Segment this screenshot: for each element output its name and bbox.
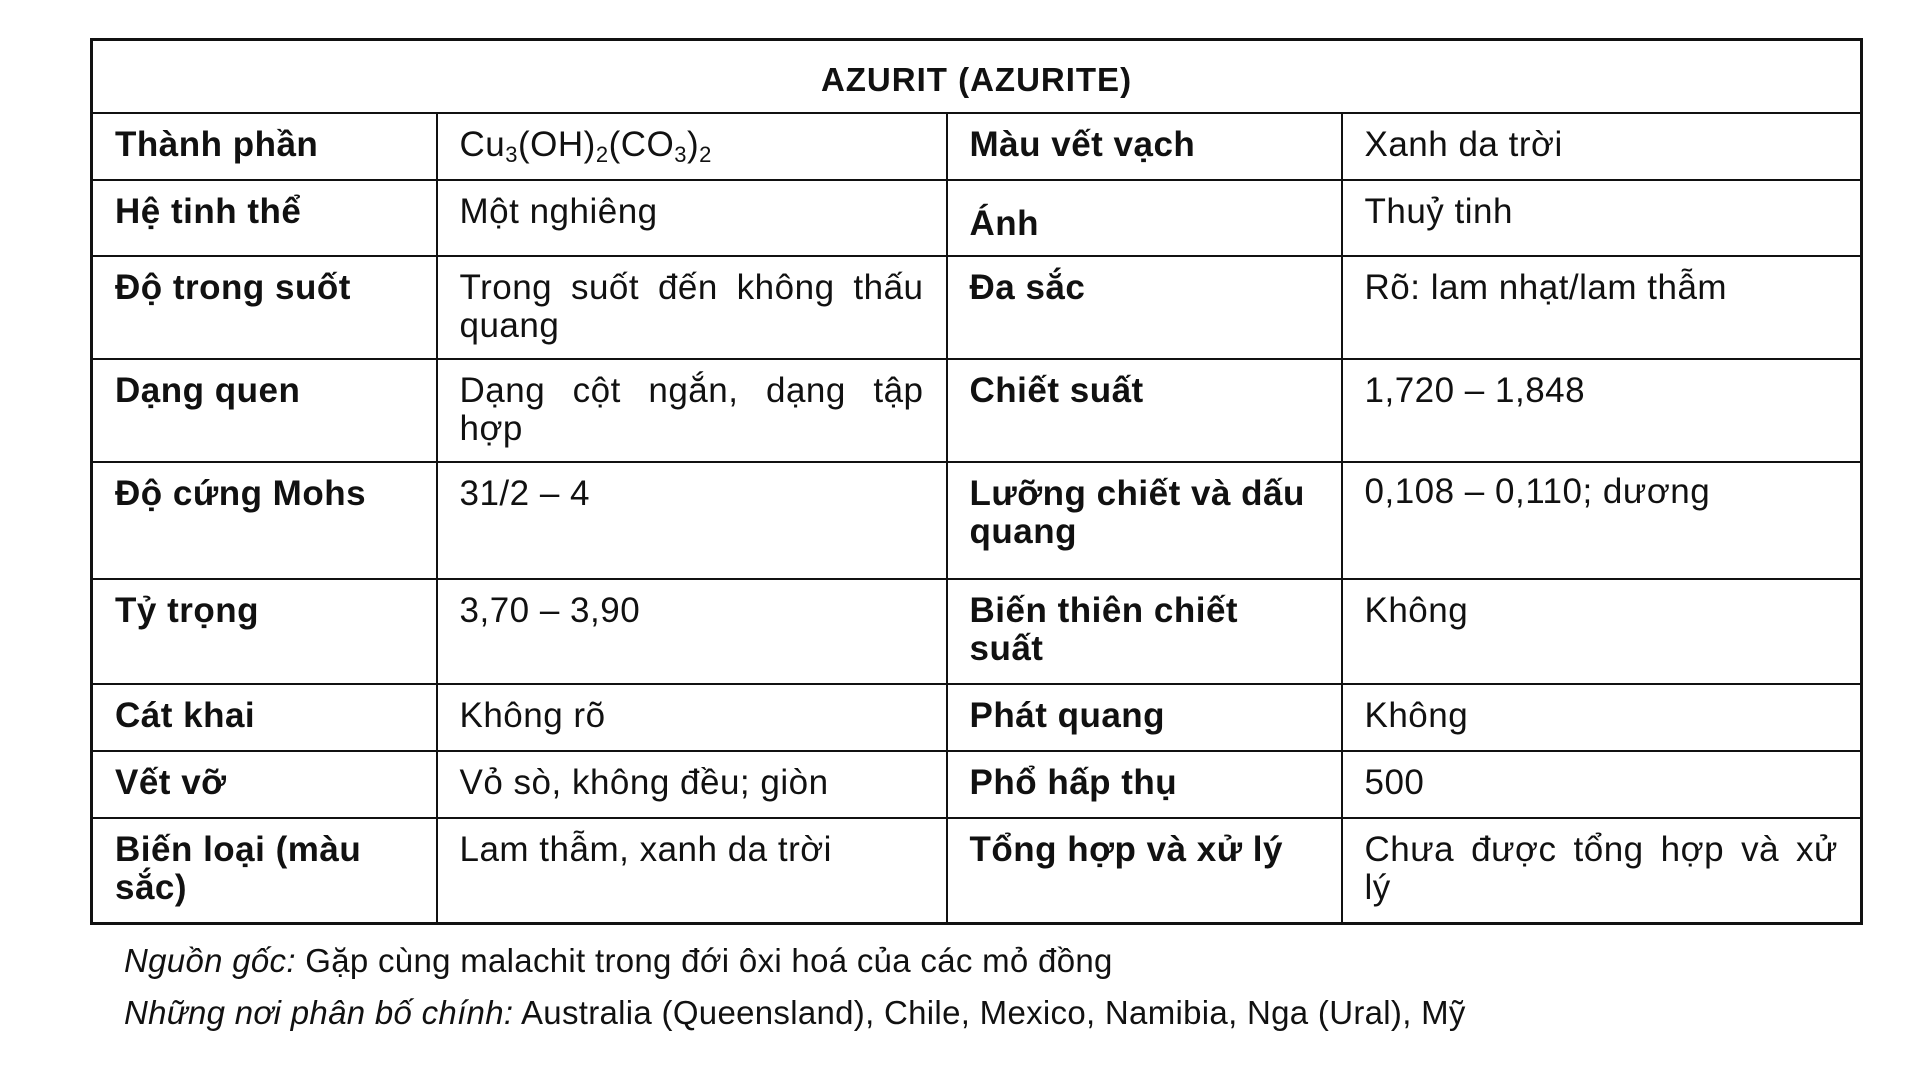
property-label: Lưỡng chiết và dấu quang <box>947 462 1342 579</box>
distribution-text: Australia (Queensland), Chile, Mexico, Namibia, Nga (Ural), Mỹ <box>513 993 1466 1031</box>
table-row <box>92 462 1862 579</box>
property-value: 3,70 – 3,90 <box>437 579 947 684</box>
notes <box>90 935 1860 1039</box>
title-row <box>92 40 1862 114</box>
table-row <box>92 751 1862 818</box>
property-label: Phát quang <box>947 684 1342 751</box>
table-row <box>92 684 1862 751</box>
property-value: Rõ: lam nhạt/lam thẫm <box>1342 256 1862 359</box>
property-value: Chưa được tổng hợp và xử lý <box>1342 818 1862 923</box>
table-row <box>92 579 1862 684</box>
distribution-label: Những nơi phân bố chính: <box>124 993 514 1031</box>
property-value: Một nghiêng <box>437 180 947 256</box>
streak-color-value: Xanh da trời <box>1342 113 1862 180</box>
property-label: Biến loại (màu sắc) <box>92 818 437 923</box>
composition-label: Thành phần <box>92 113 437 180</box>
property-value: 1,720 – 1,848 <box>1342 359 1862 462</box>
property-label: Phổ hấp thụ <box>947 751 1342 818</box>
origin-text: Gặp cùng malachit trong đới ôxi hoá của các mỏ đồng <box>295 941 1113 979</box>
property-value: Không <box>1342 579 1862 684</box>
property-label: Độ trong suốt <box>92 256 437 359</box>
property-value: Không <box>1342 684 1862 751</box>
formula-part: ) <box>686 125 700 164</box>
property-label: Cát khai <box>92 684 437 751</box>
streak-color-label: Màu vết vạch <box>947 113 1342 180</box>
property-label: Vết vỡ <box>92 751 437 818</box>
table-row <box>92 359 1862 462</box>
property-label: Đa sắc <box>947 256 1342 359</box>
formula-subscript: 3 <box>505 142 518 167</box>
property-value: 31/2 – 4 <box>437 462 947 579</box>
property-label: Biến thiên chiết suất <box>947 579 1342 684</box>
property-label: Chiết suất <box>947 359 1342 462</box>
property-value: Lam thẫm, xanh da trời <box>437 818 947 923</box>
property-label: Hệ tinh thể <box>92 180 437 256</box>
property-value: Thuỷ tinh <box>1342 180 1862 256</box>
table-row <box>92 256 1862 359</box>
formula-part: Cu <box>459 125 506 164</box>
formula-subscript: 3 <box>674 142 687 167</box>
property-label: Tổng hợp và xử lý <box>947 818 1342 923</box>
chemical-formula <box>437 113 947 180</box>
table-title: AZURIT (AZURITE) <box>92 40 1862 114</box>
property-value: Dạng cột ngắn, dạng tập hợp <box>437 359 947 462</box>
properties-table <box>90 38 1863 925</box>
property-value: Không rõ <box>437 684 947 751</box>
property-value: 0,108 – 0,110; dương <box>1342 462 1862 579</box>
table-row <box>92 180 1862 256</box>
table-row <box>92 818 1862 923</box>
formula-part: (CO <box>608 125 675 164</box>
origin-label: Nguồn gốc: <box>124 941 296 979</box>
azurite-property-sheet <box>90 38 1860 1039</box>
formula-subscript: 2 <box>699 142 712 167</box>
property-label: Tỷ trọng <box>92 579 437 684</box>
property-value: Vỏ sò, không đều; giòn <box>437 751 947 818</box>
distribution-note <box>124 987 1860 1039</box>
table-row <box>92 113 1862 180</box>
property-label: Ánh <box>947 180 1342 256</box>
property-value: 500 <box>1342 751 1862 818</box>
formula-part: (OH) <box>518 125 596 164</box>
origin-note <box>124 935 1860 987</box>
property-value: Trong suốt đến không thấu quang <box>437 256 947 359</box>
property-label: Độ cứng Mohs <box>92 462 437 579</box>
property-label: Dạng quen <box>92 359 437 462</box>
formula-subscript: 2 <box>595 142 609 167</box>
